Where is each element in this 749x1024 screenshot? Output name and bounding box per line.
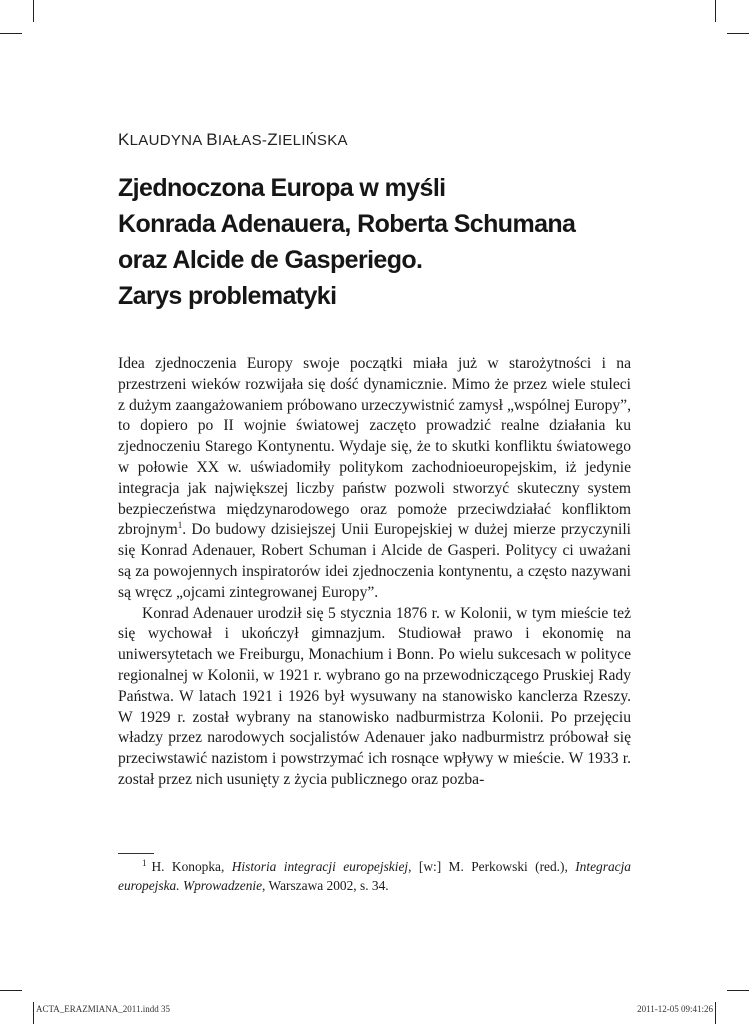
crop-mark — [0, 33, 22, 34]
title-line: Konrada Adenauera, Roberta Schumana — [118, 210, 576, 238]
crop-mark — [33, 0, 34, 22]
title-line: Zjednoczona Europa w myśli — [118, 174, 446, 202]
paragraph: Idea zjednoczenia Europy swoje początki miała już w starożytności i na przestrzeni wieków rozwijała się dość dynamicznie. Mimo że przez wiele stuleci z dużym zaangażowaniem próbowano urzeczywistnić zamysł „wspólnej Europy”, to dopiero po II wojnie światowej zaczęto prowadzić realne działania ku zjednoczeniu Starego Kontynentu. Wydaje się, że to skutki konfliktu światowego w połowie XX w. uświadomiły politykom zachodnioeuropejskim, iż jedynie integracja jak największej liczby państw pozwoli stworzyć skuteczny system bezpieczeństwa międzynarodowego oraz pomoże przeciwdziałać konfliktom zbrojnym$^1$. Do budowy dzisiejszej Unii Europejskiej w dużej mierze przyczynili się Konrad Adenauer, Robert Schuman i Alcide de Gasperi. Politycy ci uważani są za powojennych inspiratorów idei zjednoczenia kontynentu, a często nazywani są wręcz „ojcami zintegrowanej Europy”. — [118, 355, 631, 601]
title-line: oraz Alcide de Gasperiego. — [118, 246, 423, 274]
footnote-ref[interactable]: 1 — [177, 520, 183, 531]
crop-mark — [715, 1002, 716, 1024]
footnote: 1 H. Konopka, Historia integracji europejskiej, [w:] M. Perkowski (red.), Integracja europejska. Wprowadzenie, Warszawa 2002, s. 34. — [118, 857, 631, 893]
author-name: KLAUDYNA BIAŁAS-ZIELIŃSKA — [118, 130, 348, 149]
slug-timestamp: 2011-12-05 09:41:26 — [637, 1004, 713, 1014]
crop-mark — [0, 990, 22, 991]
paragraph: Konrad Adenauer urodził się 5 stycznia 1876 r. w Kolonii, w tym mieście też się wychował i ukończył gimnazjum. Studiował prawo i ekonomię na uniwersytetach we Freiburgu, Monachium i Bonn. Po wielu sukcesach w polityce regionalnej w Kolonii, w 1921 r. wybrano go na przewodniczącego Pruskiej Rady Państwa. W latach 1921 i 1926 był wysuwany na stanowisko kanclerza Rzeszy. W 1929 r. został wybrany na stanowisko nadburmistrza Kolonii. Po przejęciu władzy przez narodowych socjalistów Adenauer jako nadburmistrz próbował się przeciwstawić nazistom i powstrzymać ich rosnące wpływy w mieście. W 1933 r. został przez nich usunięty z życia publicznego oraz pozba- — [118, 604, 631, 788]
title-line: Zarys problematyki — [118, 282, 337, 310]
crop-mark — [715, 0, 716, 22]
slug-filename: ACTA_ERAZMIANA_2011.indd 35 — [36, 1004, 170, 1014]
article-body — [118, 354, 631, 791]
crop-mark — [727, 990, 749, 991]
crop-mark — [727, 33, 749, 34]
footnote-divider — [118, 853, 154, 854]
article-title — [118, 170, 638, 314]
crop-mark — [33, 1002, 34, 1024]
